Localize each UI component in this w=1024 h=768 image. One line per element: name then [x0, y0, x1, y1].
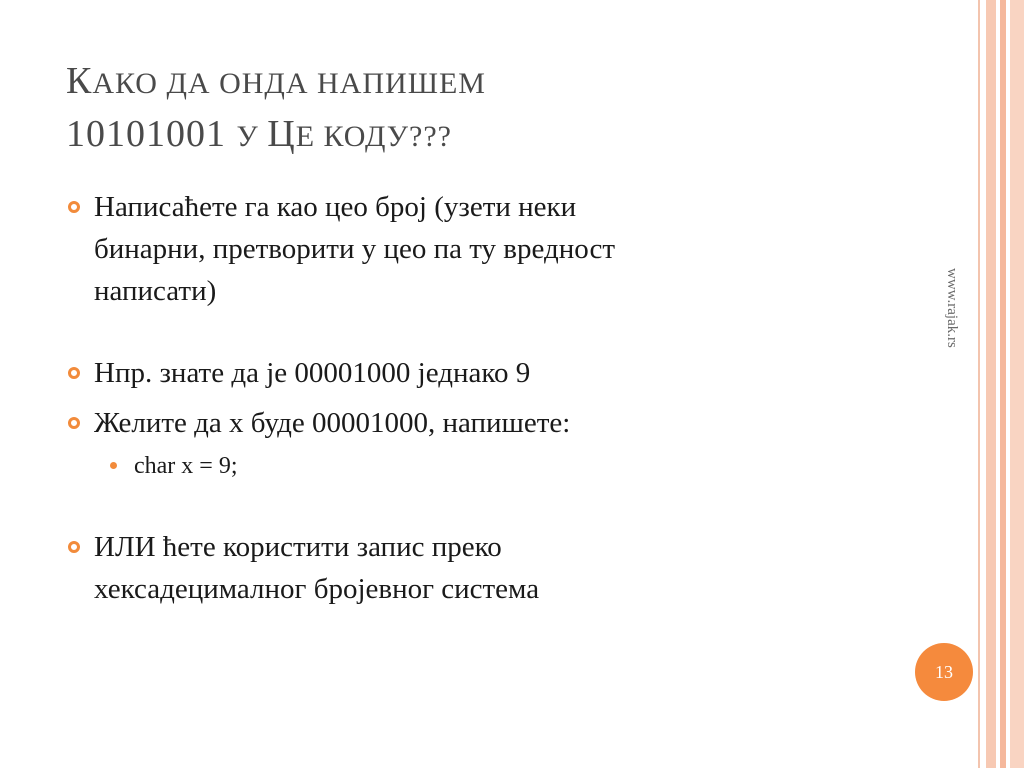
- sub-bullet-text: char x = 9;: [134, 453, 238, 479]
- decor-stripe: [1000, 0, 1006, 768]
- title-cap-c: Ц: [267, 113, 296, 155]
- title-rest-2: Е КОДУ???: [295, 120, 452, 153]
- bullet-text: бинарни, претворити у цео па ту вредност: [94, 233, 616, 265]
- bullet-marker-icon: [68, 417, 80, 429]
- bullet-text: хексадецималног бројевног система: [94, 573, 540, 605]
- bullet-item: [66, 526, 906, 610]
- bullet-text: написати): [94, 275, 217, 307]
- decor-stripe: [1010, 0, 1024, 768]
- bullet-item: [66, 352, 906, 394]
- title-word-u: У: [236, 120, 268, 153]
- title-rest: АКО ДА ОНДА НАПИШЕМ: [92, 67, 486, 100]
- sub-bullet-dot-icon: [110, 462, 117, 469]
- sub-bullet-item: [66, 446, 906, 486]
- bullet-text: Желите да x буде 00001000, напишете:: [94, 407, 571, 439]
- bullet-marker-icon: [68, 541, 80, 553]
- title-line-2: [66, 109, 926, 162]
- title-line-1: [66, 56, 926, 109]
- decor-stripe: [986, 0, 996, 768]
- bullet-text: Нпр. знате да је 00001000 једнако 9: [94, 357, 531, 389]
- bullet-marker-icon: [68, 367, 80, 379]
- bullet-marker-icon: [68, 201, 80, 213]
- bullet-item: [66, 402, 906, 444]
- page-number-badge: 13: [915, 643, 973, 701]
- bullet-text: ИЛИ ћете користити запис преко: [94, 531, 502, 563]
- website-url: www.rajak.rs: [944, 268, 960, 348]
- slide-title: [66, 56, 926, 162]
- bullet-item: [66, 186, 906, 312]
- decor-stripe: [978, 0, 980, 768]
- title-cap: К: [66, 60, 93, 102]
- title-number: 10101001: [66, 113, 237, 155]
- slide-content: [66, 186, 906, 610]
- bullet-text: Написаћете га као цео број (узети неки: [94, 191, 577, 223]
